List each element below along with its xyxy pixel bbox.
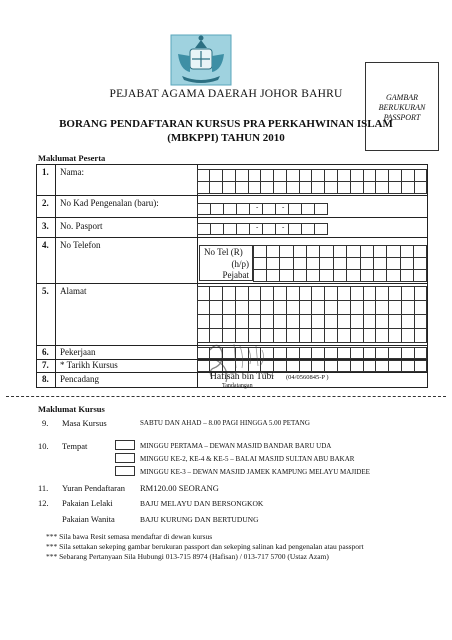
- grid-cell[interactable]: [388, 328, 402, 343]
- grid-cell[interactable]: [360, 269, 374, 282]
- label-course-date: * Tarikh Kursus: [60, 360, 118, 370]
- grid-cell[interactable]: [324, 328, 338, 343]
- value-course-time: SABTU DAN AHAD – 8.00 PAGI HINGGA 5.00 PETANG: [140, 419, 310, 427]
- grid-cell[interactable]: [273, 300, 287, 315]
- grid-cell[interactable]: [311, 347, 325, 359]
- grid-cell[interactable]: [311, 181, 325, 194]
- grid-cell[interactable]: [319, 269, 333, 282]
- label-nama: Nama:: [60, 167, 84, 177]
- grid-cell[interactable]: [414, 314, 428, 329]
- grid-cell[interactable]: [375, 347, 389, 359]
- label-female-attire: Pakaian Wanita: [62, 514, 115, 524]
- grid-cell[interactable]: [222, 181, 236, 194]
- grid-cell[interactable]: [333, 269, 347, 282]
- grid-cell[interactable]: [197, 223, 211, 235]
- venue-option-1: MINGGU PERTAMA – DEWAN MASJID BANDAR BARU UDA: [140, 442, 332, 450]
- grid-cell[interactable]: [266, 269, 280, 282]
- grid-cell[interactable]: [388, 181, 402, 194]
- label-male-attire: Pakaian Lelaki: [62, 498, 113, 508]
- row-number: 1.: [42, 167, 49, 177]
- label-ic: No Kad Pengenalan (baru):: [60, 198, 159, 208]
- grid-cell[interactable]: [299, 286, 313, 301]
- grid-cell[interactable]: [299, 360, 313, 372]
- grid-cell[interactable]: [197, 286, 211, 301]
- grid-cell[interactable]: [388, 360, 402, 372]
- grid-cell[interactable]: [260, 181, 274, 194]
- signature-drawing: [200, 338, 288, 388]
- grid-cell[interactable]: [337, 286, 351, 301]
- grid-cell[interactable]: [311, 360, 325, 372]
- grid-cell[interactable]: [248, 300, 262, 315]
- grid-cell[interactable]: [248, 286, 262, 301]
- value-male-attire: BAJU MELAYU DAN BERSONGKOK: [140, 499, 264, 508]
- grid-cell[interactable]: [324, 347, 338, 359]
- grid-cell[interactable]: [222, 300, 236, 315]
- grid-cell[interactable]: [273, 181, 287, 194]
- item-number: 9.: [42, 418, 49, 428]
- photo-box-line-2: BERUKURAN: [378, 103, 426, 112]
- grid-cell[interactable]: [253, 269, 267, 282]
- grid-cell[interactable]: [388, 347, 402, 359]
- grid-cell[interactable]: [222, 314, 236, 329]
- grid-cell[interactable]: [375, 328, 389, 343]
- label-phone: No Telefon: [60, 240, 101, 250]
- grid-cell[interactable]: [414, 181, 428, 194]
- grid-cell[interactable]: [350, 181, 364, 194]
- grid-cell[interactable]: [375, 181, 389, 194]
- photo-box-line-3: PASSPORT: [383, 113, 421, 122]
- grid-cell[interactable]: [350, 300, 364, 315]
- passport-input-grid[interactable]: [197, 223, 327, 234]
- row-number: 5.: [42, 286, 49, 296]
- grid-cell[interactable]: [236, 223, 250, 235]
- office-name: PEJABAT AGAMA DAERAH JOHOR BAHRU: [109, 88, 343, 100]
- grid-cell[interactable]: [299, 314, 313, 329]
- grid-cell[interactable]: [299, 181, 313, 194]
- grid-cell[interactable]: [388, 314, 402, 329]
- proposer-name: Hafisah bin Tubi: [210, 372, 274, 382]
- grid-cell[interactable]: [400, 269, 414, 282]
- grid-cell[interactable]: [401, 286, 415, 301]
- grid-cell[interactable]: [299, 328, 313, 343]
- grid-cell[interactable]: [288, 203, 302, 215]
- state-crest-logo: [170, 34, 232, 86]
- grid-cell[interactable]: [236, 203, 250, 215]
- grid-cell[interactable]: [337, 300, 351, 315]
- grid-cell[interactable]: [210, 223, 224, 235]
- grid-cell[interactable]: [375, 300, 389, 315]
- grid-cell[interactable]: [363, 314, 377, 329]
- grid-cell[interactable]: [235, 181, 249, 194]
- label-address: Alamat: [60, 286, 87, 296]
- grid-cell[interactable]: [337, 314, 351, 329]
- section-title-kursus: Maklumat Kursus: [38, 404, 105, 414]
- grid-cell[interactable]: [301, 223, 315, 235]
- note-photo: *** Sila settakan sekeping gambar berukuran passport dan sekeping salinan kad pengenalan atau passport: [46, 542, 364, 551]
- label-course-time: Masa Kursus: [62, 418, 107, 428]
- grid-cell[interactable]: [286, 181, 300, 194]
- grid-cell[interactable]: [414, 286, 428, 301]
- venue-checkbox-3[interactable]: [115, 466, 135, 476]
- ic-dash: -: [282, 203, 285, 211]
- grid-cell[interactable]: [401, 300, 415, 315]
- grid-cell[interactable]: [375, 360, 389, 372]
- address-input-grid[interactable]: [197, 286, 427, 342]
- row-number: 6.: [42, 347, 49, 357]
- label-fee: Yuran Pendaftaran: [62, 483, 126, 493]
- grid-cell[interactable]: [301, 203, 315, 215]
- grid-cell[interactable]: [314, 223, 328, 235]
- passport-dash: -: [256, 223, 259, 231]
- grid-cell[interactable]: [262, 203, 276, 215]
- grid-cell[interactable]: [311, 314, 325, 329]
- signature-label: Tandatangan: [222, 383, 253, 389]
- grid-cell[interactable]: [248, 181, 262, 194]
- grid-cell[interactable]: [209, 314, 223, 329]
- item-number: 11.: [38, 483, 49, 493]
- grid-cell[interactable]: [401, 181, 415, 194]
- grid-cell[interactable]: [363, 181, 377, 194]
- grid-cell[interactable]: [414, 300, 428, 315]
- grid-cell[interactable]: [262, 223, 276, 235]
- grid-cell[interactable]: [350, 347, 364, 359]
- grid-cell[interactable]: [350, 314, 364, 329]
- grid-cell[interactable]: [260, 286, 274, 301]
- row-number: 2.: [42, 198, 49, 208]
- grid-cell[interactable]: [346, 269, 360, 282]
- item-number: 12.: [38, 498, 49, 508]
- grid-cell[interactable]: [223, 223, 237, 235]
- venue-checkbox-2[interactable]: [115, 453, 135, 463]
- phone-input-grid[interactable]: [253, 245, 427, 281]
- section-title-peserta: Maklumat Peserta: [38, 153, 106, 163]
- grid-cell[interactable]: [311, 300, 325, 315]
- grid-cell[interactable]: [401, 328, 415, 343]
- ic-dash: -: [256, 203, 259, 211]
- grid-cell[interactable]: [210, 203, 224, 215]
- grid-cell[interactable]: [324, 300, 338, 315]
- grid-cell[interactable]: [197, 314, 211, 329]
- grid-cell[interactable]: [209, 300, 223, 315]
- grid-cell[interactable]: [306, 269, 320, 282]
- grid-cell[interactable]: [248, 314, 262, 329]
- grid-cell[interactable]: [286, 286, 300, 301]
- grid-cell[interactable]: [363, 360, 377, 372]
- grid-cell[interactable]: [293, 269, 307, 282]
- phone-label-box: [199, 245, 253, 281]
- grid-cell[interactable]: [286, 328, 300, 343]
- grid-cell[interactable]: [235, 300, 249, 315]
- item-number: 10.: [38, 441, 49, 451]
- grid-cell[interactable]: [337, 347, 351, 359]
- grid-cell[interactable]: [388, 286, 402, 301]
- value-female-attire: BAJU KURUNG DAN BERTUDUNG: [140, 515, 259, 524]
- grid-cell[interactable]: [209, 286, 223, 301]
- grid-cell[interactable]: [197, 203, 211, 215]
- grid-cell[interactable]: [273, 314, 287, 329]
- phone-mobile-label: (h/p): [231, 259, 249, 269]
- grid-cell[interactable]: [363, 328, 377, 343]
- venue-checkbox-1[interactable]: [115, 440, 135, 450]
- grid-cell[interactable]: [260, 314, 274, 329]
- grid-cell[interactable]: [350, 360, 364, 372]
- row-number: 4.: [42, 240, 49, 250]
- label-occupation: Pekerjaan: [60, 347, 96, 357]
- grid-cell[interactable]: [235, 314, 249, 329]
- label-passport: No. Pasport: [60, 221, 103, 231]
- grid-cell[interactable]: [209, 181, 223, 194]
- form-subtitle: (MBKPPI) TAHUN 2010: [167, 132, 285, 144]
- grid-cell[interactable]: [299, 347, 313, 359]
- grid-cell[interactable]: [363, 286, 377, 301]
- grid-cell[interactable]: [401, 347, 415, 359]
- row-number: 3.: [42, 221, 49, 231]
- grid-cell[interactable]: [223, 203, 237, 215]
- phone-office-label: Pejabat: [222, 270, 249, 280]
- phone-home-label: No Tel (R): [204, 247, 243, 257]
- venue-option-2: MINGGU KE-2, KE-4 & KE-5 – BALAI MASJID SULTAN ABU BAKAR: [140, 455, 355, 463]
- grid-cell[interactable]: [314, 203, 328, 215]
- grid-cell[interactable]: [286, 360, 300, 372]
- cut-line: [6, 396, 446, 397]
- proposer-phone: (04/0560845-P ): [286, 374, 329, 381]
- grid-cell[interactable]: [286, 300, 300, 315]
- grid-cell[interactable]: [414, 328, 428, 343]
- grid-cell[interactable]: [363, 300, 377, 315]
- value-fee: RM120.00 SEORANG: [140, 483, 219, 493]
- note-contact: *** Sebarang Pertanyaan Sila Hubungi 013-715 8974 (Hafisan) / 013-717 5700 (Ustaz Azam): [46, 552, 329, 561]
- grid-cell[interactable]: [388, 300, 402, 315]
- grid-cell[interactable]: [299, 300, 313, 315]
- grid-cell[interactable]: [324, 181, 338, 194]
- note-receipt: *** Sila bawa Resit semasa mendaftar di dewan kursus: [46, 532, 213, 541]
- grid-cell[interactable]: [235, 286, 249, 301]
- grid-cell[interactable]: [286, 347, 300, 359]
- grid-cell[interactable]: [414, 360, 428, 372]
- ic-number-input-grid[interactable]: [197, 203, 327, 214]
- grid-cell[interactable]: [375, 286, 389, 301]
- row-number: 8.: [42, 374, 49, 384]
- grid-cell[interactable]: [337, 328, 351, 343]
- grid-cell[interactable]: [375, 314, 389, 329]
- photo-box-line-1: GAMBAR: [386, 93, 418, 102]
- grid-cell[interactable]: [279, 269, 293, 282]
- grid-cell[interactable]: [337, 360, 351, 372]
- grid-cell[interactable]: [197, 181, 211, 194]
- grid-cell[interactable]: [273, 286, 287, 301]
- label-proposer: Pencadang: [60, 374, 99, 384]
- grid-cell[interactable]: [363, 347, 377, 359]
- label-venue: Tempat: [62, 441, 88, 451]
- grid-cell[interactable]: [401, 314, 415, 329]
- venue-option-3: MINGGU KE-3 – DEWAN MASJID JAMEK KAMPUNG MELAYU MAJIDEE: [140, 468, 370, 476]
- grid-cell[interactable]: [311, 328, 325, 343]
- grid-cell[interactable]: [401, 360, 415, 372]
- grid-cell[interactable]: [288, 223, 302, 235]
- grid-cell[interactable]: [373, 269, 387, 282]
- grid-cell[interactable]: [324, 360, 338, 372]
- grid-cell[interactable]: [414, 347, 428, 359]
- grid-cell[interactable]: [197, 300, 211, 315]
- row-number: 7.: [42, 360, 49, 370]
- grid-cell[interactable]: [324, 314, 338, 329]
- grid-cell[interactable]: [324, 286, 338, 301]
- grid-cell[interactable]: [386, 269, 400, 282]
- name-input-grid[interactable]: [197, 169, 427, 193]
- form-title: BORANG PENDAFTARAN KURSUS PRA PERKAHWINAN ISLAM: [59, 118, 393, 130]
- grid-cell[interactable]: [311, 286, 325, 301]
- grid-cell[interactable]: [413, 269, 427, 282]
- grid-cell[interactable]: [222, 286, 236, 301]
- grid-cell[interactable]: [337, 181, 351, 194]
- passport-dash: -: [282, 223, 285, 231]
- grid-cell[interactable]: [286, 314, 300, 329]
- grid-cell[interactable]: [350, 328, 364, 343]
- grid-cell[interactable]: [260, 300, 274, 315]
- grid-cell[interactable]: [350, 286, 364, 301]
